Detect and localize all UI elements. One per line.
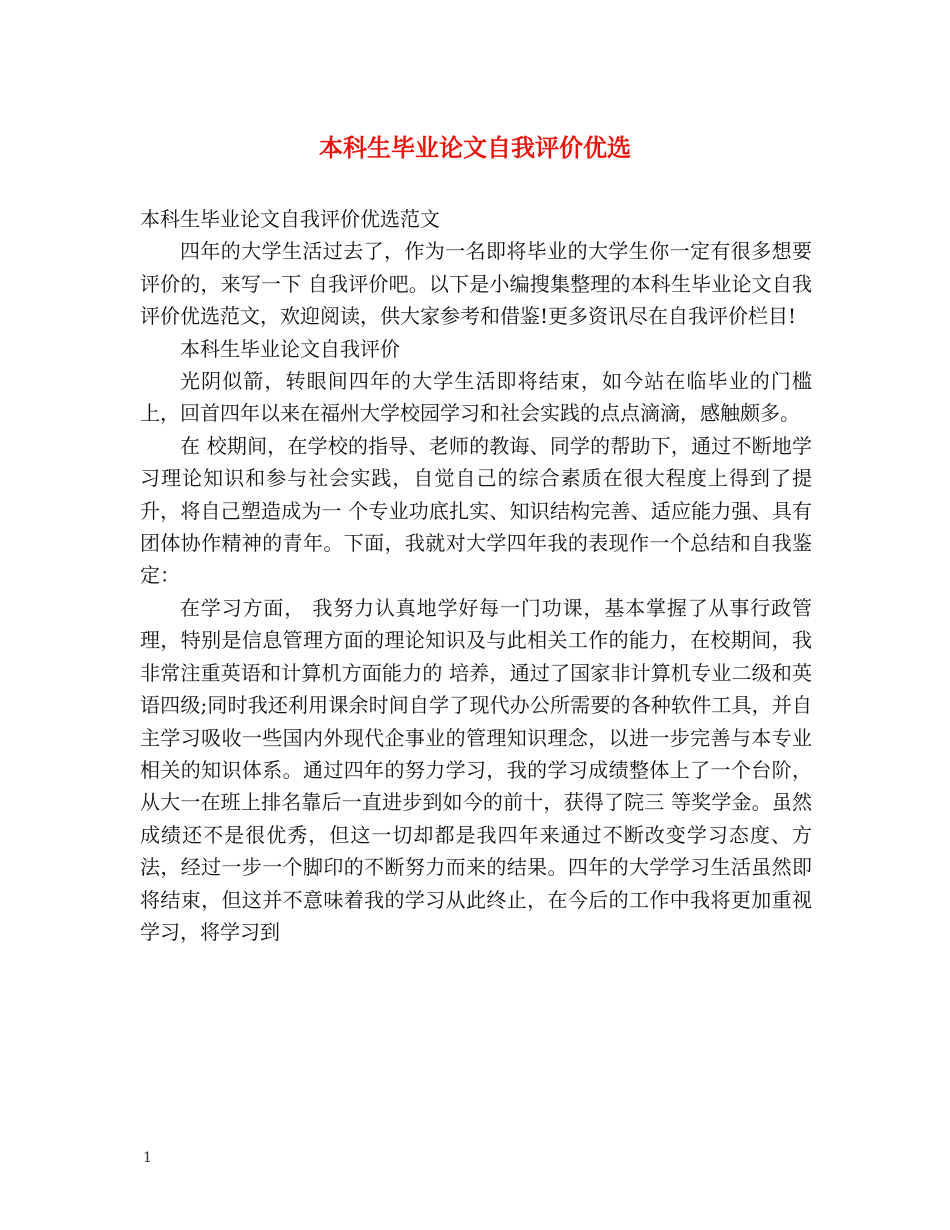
page-number: 1	[143, 1150, 152, 1166]
section-heading: 本科生毕业论文自我评价	[180, 336, 400, 361]
body-paragraph: 在 校期间，在学校的指导、老师的教诲、同学的帮助下，通过不断地学习理论知识和参与社会实践，自觉自己的综合素质在很大程度上得到了提升，将自己塑造成为一 个专业功底扎实、知识结构完善、适应能力强、具有团体协作精神的青年。下面，我就对大学四年我的表现作一个总结和自我鉴定：	[140, 433, 812, 588]
body-paragraph: 在学习方面， 我努力认真地学好每一门功课，基本掌握了从事行政管理，特别是信息管理方面的理论知识及与此相关工作的能力，在校期间，我非常注重英语和计算机方面能力的 培养，通过了国家非计算机专业二级和英语四级;同时我还利用课余时间自学了现代办公所需要的各种软件工具，并自主学习吸收一些国内外现代企事业的管理知识理念，以进一步完善与本专业相关的知识体系。通过四年的努力学习，我的学习成绩整体上了一个台阶，从大一在班上排名靠后一直进步到如今的前十，获得了院三 等奖学金。虽然成绩还不是很优秀，但这一切却都是我四年来通过不断改变学习态度、方法，经过一步一个脚印的不断努力而来的结果。四年的大学学习生活虽然即 将结束，但这并不意味着我的学习从此终止，在今后的工作中我将更加重视学习，将学习到	[140, 595, 812, 944]
intro-paragraph: 四年的大学生活过去了，作为一名即将毕业的大学生你一定有很多想要评价的，来写一下 自我评价吧。以下是小编搜集整理的本科生毕业论文自我评价优选范文，欢迎阅读，供大家参考和借鉴!更多资讯尽在自我评价栏目!	[140, 239, 812, 329]
document-body	[140, 203, 812, 948]
body-paragraph: 光阴似箭，转眼间四年的大学生活即将结束，如今站在临毕业的门槛上，回首四年以来在福州大学校园学习和社会实践的点点滴滴，感触颇多。	[140, 369, 812, 426]
subtitle-paragraph: 本科生毕业论文自我评价优选范文	[140, 207, 440, 231]
document-title: 本科生毕业论文自我评价优选	[319, 133, 631, 162]
